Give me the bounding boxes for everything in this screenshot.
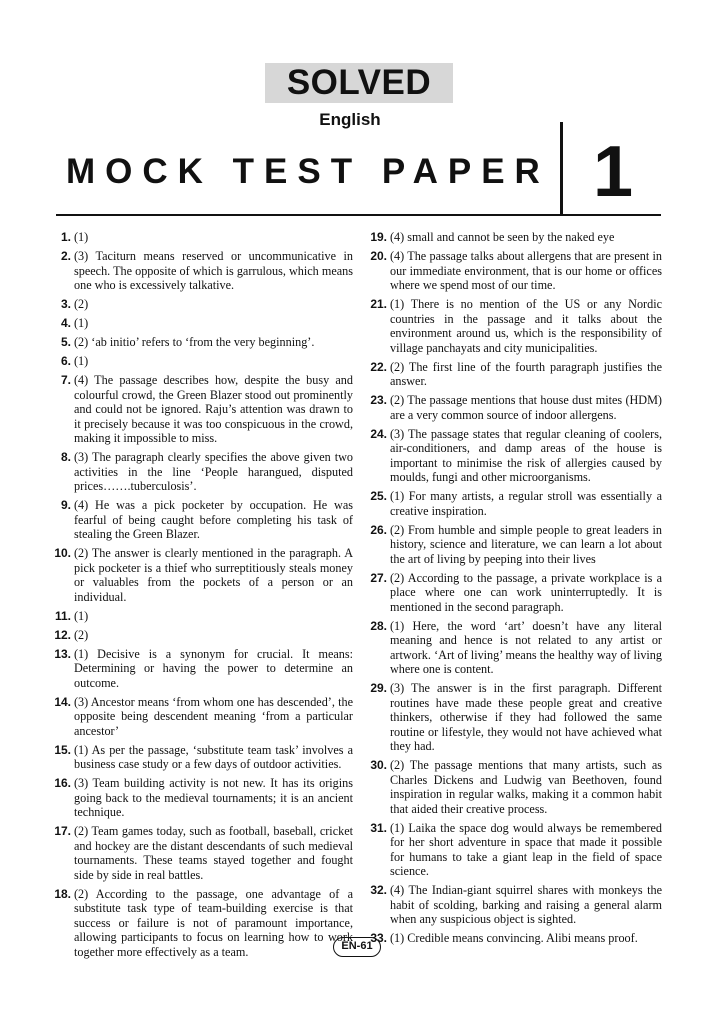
answer-number: 1. bbox=[60, 230, 71, 244]
answer-item bbox=[47, 230, 353, 245]
answer-number: 16. bbox=[54, 776, 71, 790]
answer-item bbox=[363, 297, 662, 355]
answer-item bbox=[363, 821, 662, 879]
answer-item bbox=[47, 297, 353, 312]
answer-number: 17. bbox=[54, 824, 71, 838]
answer-text: (1) Credible means convincing. Alibi means proof. bbox=[390, 931, 638, 945]
header-rule bbox=[56, 214, 661, 216]
answer-item bbox=[363, 571, 662, 615]
answer-number: 10. bbox=[54, 546, 71, 560]
answer-text: (2) From humble and simple people to great leaders in history, science and literature, we can learn a lot about the art of living by peeping into their lives bbox=[390, 522, 662, 566]
subject-label: English bbox=[319, 110, 381, 129]
answer-number: 29. bbox=[370, 681, 387, 695]
answer-item bbox=[363, 360, 662, 389]
answer-number: 20. bbox=[370, 249, 387, 263]
answer-item bbox=[363, 489, 662, 518]
answer-text: (3) The paragraph clearly specifies the above given two activities in the line ‘People harangued, disputed prices…….tuberculosis’. bbox=[74, 450, 353, 493]
answer-item bbox=[363, 758, 662, 816]
answer-text: (1) There is no mention of the US or any Nordic countries in the passage and it talks about the environment around us, which is the responsibility of village panchayats and city municipalities. bbox=[390, 297, 662, 355]
answer-item bbox=[363, 230, 662, 245]
answer-text: (3) Ancestor means ‘from whom one has descended’, the opposite being descendent meaning ‘from a particular ancestor’ bbox=[74, 694, 353, 738]
answer-item bbox=[363, 931, 662, 946]
answer-text: (2) The passage mentions that many artists, such as Charles Dickens and Ludwig van Beethoven, found inspiration in regular walks, making it a common habit that aided their creative process. bbox=[390, 758, 662, 816]
answer-item bbox=[47, 824, 353, 882]
answer-item bbox=[47, 335, 353, 350]
answer-text: (2) The first line of the fourth paragraph justifies the answer. bbox=[390, 359, 662, 388]
answer-number: 5. bbox=[60, 335, 71, 349]
answer-number: 18. bbox=[54, 886, 71, 901]
answer-number: 12. bbox=[54, 627, 71, 642]
page-number-badge: EN-61 bbox=[333, 937, 381, 957]
answer-item bbox=[47, 628, 353, 643]
answer-item bbox=[47, 887, 353, 960]
answer-item bbox=[47, 743, 353, 772]
answer-number: 21. bbox=[370, 297, 387, 311]
answer-number: 25. bbox=[370, 489, 387, 503]
answer-text: (2) According to the passage, a private workplace is a place where one can work uninterruptedly. It is mentioned in the second paragraph. bbox=[390, 570, 662, 614]
answer-text: (1) Here, the word ‘art’ doesn’t have any literal meaning and hence is not related to any artist or artwork. ‘Art of living’ means the healthy way of living where one is content. bbox=[390, 618, 662, 676]
answer-item bbox=[47, 354, 353, 369]
answer-item bbox=[47, 609, 353, 624]
answer-item bbox=[363, 523, 662, 567]
answer-text: (2) Team games today, such as football, baseball, cricket and hockey are the distant descendants of such medieval tournaments. These teams stayed together and fought side by side in real battles. bbox=[74, 824, 353, 882]
answer-text: (4) The passage describes how, despite the busy and colourful crowd, the Green Blazer stood out prominently and could not be ignored. Raju’s attention was drawn to it precisely because it was too conspicuous in the crowd, making it impossible to miss. bbox=[74, 373, 353, 445]
answer-number: 22. bbox=[370, 359, 387, 374]
answer-item bbox=[363, 393, 662, 422]
answer-item bbox=[47, 647, 353, 691]
answer-text: (1) bbox=[74, 608, 89, 623]
answer-item bbox=[363, 427, 662, 485]
answer-number: 13. bbox=[54, 646, 71, 661]
answer-item bbox=[47, 450, 353, 494]
answer-number: 31. bbox=[370, 820, 387, 835]
answer-number: 26. bbox=[370, 522, 387, 537]
answer-item bbox=[47, 373, 353, 446]
answer-number: 9. bbox=[60, 498, 71, 512]
answer-number: 2. bbox=[60, 249, 71, 263]
answer-text: (2) The answer is clearly mentioned in the paragraph. A pick pocketer is a thief who surreptitiously steals money or valuables from the pockets of a person or an individual. bbox=[74, 546, 353, 604]
answer-number: 4. bbox=[60, 316, 71, 330]
answer-text: (4) The Indian-giant squirrel shares with monkeys the habit of scolding, barking and raising a general alarm when any suspicious object is sighted. bbox=[390, 883, 662, 926]
answer-number: 28. bbox=[370, 618, 387, 633]
answer-number: 32. bbox=[370, 883, 387, 897]
answer-item bbox=[363, 883, 662, 927]
answer-text: (1) For many artists, a regular stroll was essentially a creative inspiration. bbox=[390, 489, 662, 518]
answers-right-column bbox=[363, 230, 662, 950]
answer-text: (1) bbox=[74, 316, 89, 330]
answer-number: 7. bbox=[60, 373, 71, 387]
answer-number: 11. bbox=[54, 608, 71, 623]
answer-text: (1) bbox=[74, 354, 89, 368]
answer-number: 24. bbox=[370, 426, 387, 441]
answer-number: 15. bbox=[54, 742, 71, 757]
page-title: MOCK TEST PAPER bbox=[66, 152, 550, 191]
answer-text: (1) As per the passage, ‘substitute team task’ involves a business case study or a few days of outdoor activities. bbox=[74, 742, 353, 771]
answer-text: (4) He was a pick pocketer by occupation. He was fearful of being caught before completing his task of stealing the Green Blazer. bbox=[74, 498, 353, 541]
answer-number: 23. bbox=[370, 393, 387, 407]
answer-number: 14. bbox=[54, 694, 71, 709]
answer-text: (1) Decisive is a synonym for crucial. It means: Determining or having the power to determine an outcome. bbox=[74, 646, 353, 690]
answer-item bbox=[47, 546, 353, 604]
answer-text: (2) bbox=[74, 627, 89, 642]
answer-number: 19. bbox=[370, 230, 387, 244]
answer-item bbox=[47, 498, 353, 542]
answer-text: (1) Laika the space dog would always be remembered for her short adventure in space that made it possible for humans to take a giant leap in the field of space science. bbox=[390, 820, 662, 878]
answer-number: 8. bbox=[60, 450, 71, 464]
answer-item bbox=[363, 249, 662, 293]
answer-text: (2) According to the passage, one advantage of a substitute task type of team-building exercise is that success or failure is not of paramount importance, allowing participants to focus on learning how to work together more effectively as a team. bbox=[74, 886, 353, 959]
answer-number: 6. bbox=[60, 354, 71, 368]
answer-text: (3) The answer is in the first paragraph. Different routines have made these people great and creative thinkers, otherwise if they had followed the same routine or lifestyle, they would not have achieved what they had. bbox=[390, 681, 662, 753]
answer-text: (2) The passage mentions that house dust mites (HDM) are a very common source of indoor allergens. bbox=[390, 393, 662, 422]
answer-text: (3) Taciturn means reserved or uncommunicative in speech. The opposite of which is garrulous, which means one who is excessively talkative. bbox=[74, 249, 353, 292]
answer-item bbox=[363, 619, 662, 677]
answer-text: (4) The passage talks about allergens that are present in our immediate environment, that is our home or offices where we spend most of our time. bbox=[390, 249, 662, 292]
answer-text: (1) bbox=[74, 230, 89, 244]
answer-text: (3) Team building activity is not new. It has its origins going back to the medieval tournaments; it is an ancient technique. bbox=[74, 776, 353, 819]
answer-number: 33. bbox=[370, 931, 387, 945]
answers-left-column bbox=[47, 230, 353, 964]
solved-badge: SOLVED bbox=[265, 63, 453, 103]
answer-item bbox=[47, 776, 353, 820]
answer-item bbox=[47, 695, 353, 739]
answer-number: 30. bbox=[370, 758, 387, 772]
answer-text: (3) The passage states that regular cleaning of coolers, air-conditioners, and damp areas of the house is important to minimise the risk of allergies caused by moulds, fungi and other microorganisms. bbox=[390, 426, 662, 484]
answer-text: (2) ‘ab initio’ refers to ‘from the very beginning’. bbox=[74, 335, 315, 349]
title-divider bbox=[560, 122, 563, 216]
answer-item bbox=[47, 249, 353, 293]
paper-number: 1 bbox=[592, 132, 634, 212]
answer-item bbox=[363, 681, 662, 754]
answer-text: (2) bbox=[74, 297, 89, 311]
answer-item bbox=[47, 316, 353, 331]
answer-text: (4) small and cannot be seen by the naked eye bbox=[390, 230, 615, 244]
answer-number: 27. bbox=[370, 570, 387, 585]
answer-number: 3. bbox=[60, 297, 71, 311]
